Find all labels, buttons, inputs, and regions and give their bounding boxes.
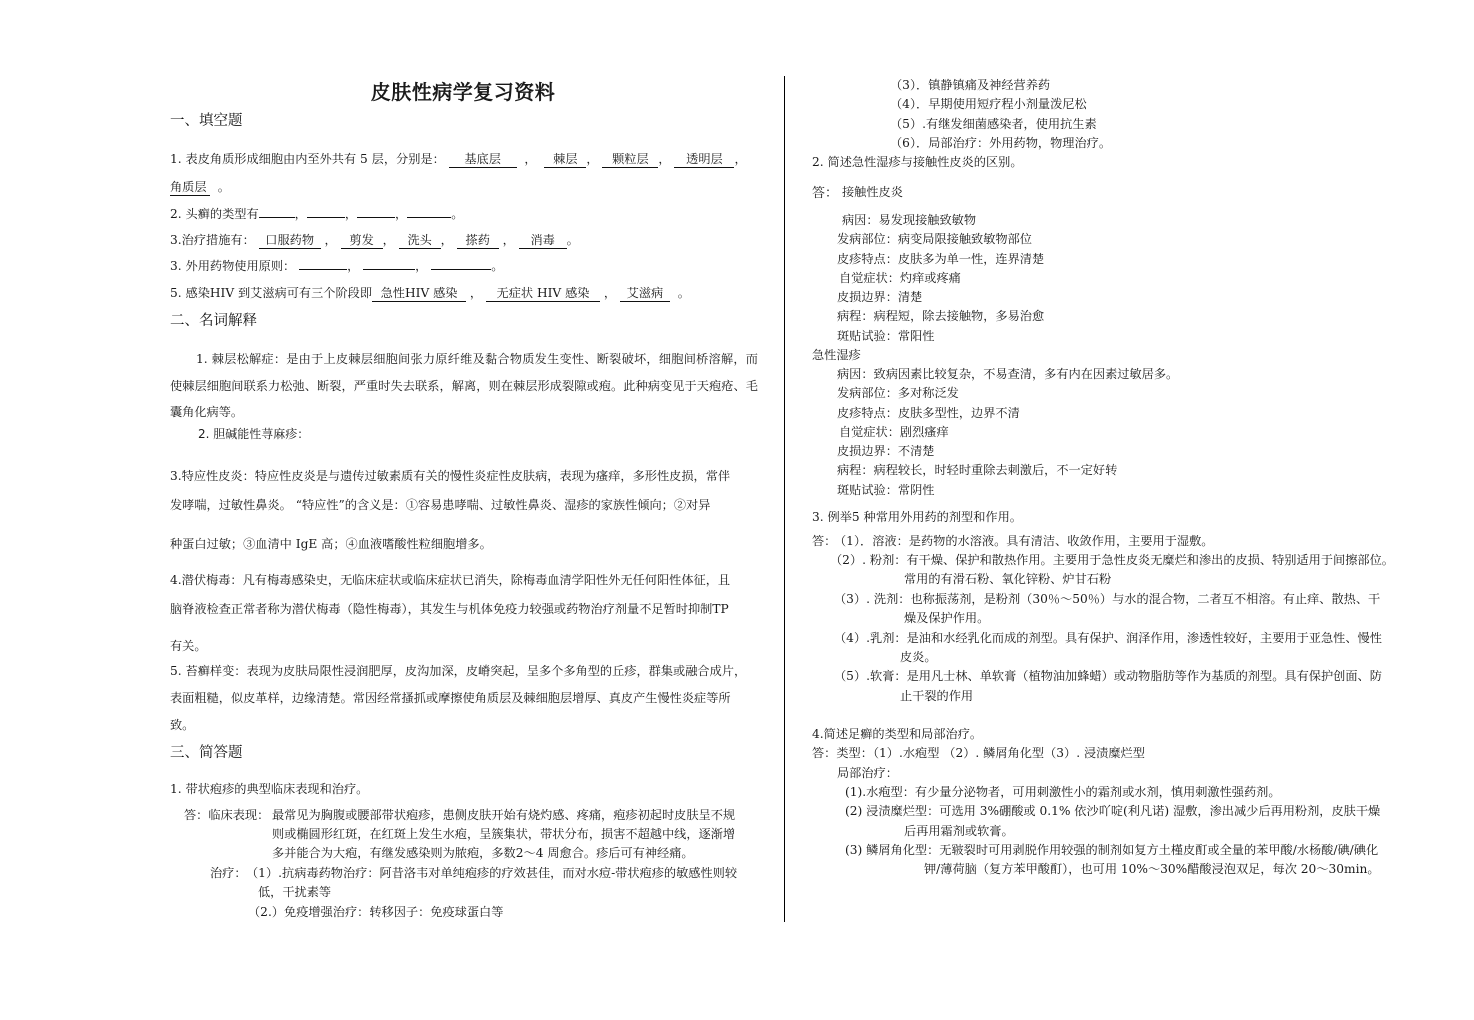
- eczema-row: 皮损边界：不清楚: [837, 444, 935, 458]
- short-answer-q4-question: 4.简述足癣的类型和局部治疗。: [812, 727, 983, 741]
- answer-blank: [259, 217, 295, 218]
- answer-blank: 棘层: [544, 152, 586, 168]
- term-definition-3-line2: 发哮喘，过敏性鼻炎。 “特应性”的含义是：①容易患哮喘、过敏性鼻炎、湿疹的家族性倾向；②对异: [170, 498, 711, 512]
- term-definition-1: 1. 棘层松解症：是由于上皮棘层细胞间张力原纤维及黏合物质发生变性、断裂破坏，细胞间桥溶解，而使棘层细胞间联系力松弛、断裂，严重时失去联系，解离，则在棘层形成裂隙或疱。此种病变见于天疱疮、毛囊角化病等。: [170, 352, 758, 419]
- answer-blank: [307, 217, 345, 218]
- section-heading-short-answer: 三、简答题: [170, 745, 243, 761]
- dosage-form-2-line2: 常用的有滑石粉、氧化锌粉、炉甘石粉: [904, 572, 1112, 586]
- answer-blank: 基底层: [449, 152, 517, 168]
- treatment-3: （3）．镇静镇痛及神经营养药: [890, 78, 1051, 92]
- answer-blank: [407, 217, 451, 218]
- answer-blank: 颗粒层: [602, 152, 658, 168]
- eczema-row: 病因：致病因素比较复杂，不易查清，多有内在因素过敏居多。: [837, 367, 1179, 381]
- eczema-row: 病程：病程较长，时轻时重除去刺激后，不一定好转: [837, 463, 1118, 477]
- tinea-treatment-2-line2: 后再用霜剂或软膏。: [904, 824, 1014, 838]
- tinea-pedis-types: 答：类型：（1）.水疱型 （2）. 鳞屑角化型（3）. 浸渍糜烂型: [812, 746, 1145, 760]
- term-definition-4-line2: 脑脊液检查正常者称为潜伏梅毒（隐性梅毒），其发生与机体免疫力较强或药物治疗剂量不足暂时抑制TP: [170, 602, 729, 616]
- contact-row: 皮损边界：清楚: [837, 290, 923, 304]
- contact-dermatitis-heading: 接触性皮炎: [842, 185, 903, 199]
- short-answer-q1-question: 1. 带状疱疹的典型临床表现和治疗。: [170, 782, 369, 796]
- left-column: [170, 74, 760, 919]
- answer-blank: [357, 217, 395, 218]
- tinea-treatment-3-line1: (3) 鳞屑角化型：无皲裂时可用剥脱作用较强的制剂如复方土槿皮酊或全量的苯甲酸/水杨酸/碘/碘化: [845, 843, 1379, 857]
- fill-in-q3: 3.治疗措施有： 口服药物 ， 剪发 ， 洗头 ， 搽药 ， 消毒 。: [170, 233, 579, 247]
- answer-blank: [363, 269, 415, 270]
- term-definition-5-line2: 表面粗糙，似皮革样，边缘清楚。常因经常搔抓或摩擦使角质层及棘细胞层增厚、真皮产生慢性炎症等所: [170, 691, 731, 705]
- fill-in-q1: 1. 表皮角质形成细胞由内至外共有 5 层，分别是： 基底层 ， 棘层 ， 颗粒层 ， 透明层 ，: [170, 152, 747, 166]
- dosage-form-3-line1: （3）. 洗剂：也称振荡剂，是粉剂（30％～50％）与水的混合物，二者互不相溶。有止痒、散热、干: [834, 592, 1381, 606]
- answer-blank: 无症状 HIV 感染: [486, 286, 600, 302]
- treatment-4: （4）．早期使用短疗程小剂量泼尼松: [890, 97, 1087, 111]
- eczema-row: 发病部位：多对称泛发: [837, 386, 959, 400]
- answer-blank: 艾滋病: [620, 286, 670, 302]
- contact-row: 自觉症状：灼痒或疼痛: [839, 271, 961, 285]
- clinical-line-3: 多并能合为大疱，有继发感染则为脓疱，多数2～4 周愈合。疹后可有神经痛。: [272, 846, 694, 860]
- clinical-line-2: 则或椭圆形红斑，在红斑上发生水疱，呈簇集状，带状分布，损害不超越中线，逐渐增: [272, 827, 736, 841]
- answer-label: 答：: [812, 186, 839, 201]
- answer-label: 答：: [812, 534, 837, 548]
- answer-blank: 急性HIV 感染: [372, 286, 466, 302]
- contact-row: 斑贴试验：常阳性: [837, 329, 935, 343]
- dosage-form-3-line2: 燥及保护作用。: [904, 611, 990, 625]
- tinea-treatment-3-line2: 钾/薄荷脑（复方苯甲酸酊），也可用 10%～30%醋酸浸泡双足，每次 20～30min。: [924, 862, 1380, 876]
- short-answer-q3-question: 3. 例举5 种常用外用药的剂型和作用。: [812, 510, 1022, 524]
- eczema-row: 斑贴试验：常阴性: [837, 483, 935, 497]
- answer-blank: 消毒: [519, 233, 567, 249]
- dosage-form-4-line2: 皮炎。: [900, 650, 937, 664]
- tinea-treatment-2-line1: (2) 浸渍糜烂型：可选用 3%硼酸或 0.1% 依沙吖啶(利凡诺) 湿敷，渗出减少后再用粉剂，皮肤干燥: [845, 804, 1381, 818]
- treatment-5: （5）.有继发细菌感染者，使用抗生素: [890, 117, 1097, 131]
- answer-blank: 透明层: [674, 152, 734, 168]
- treatment-1-line2: 低，干扰素等: [258, 885, 332, 899]
- term-definition-5-line3: 致。: [170, 718, 195, 732]
- term-definition-3-line1: 3.特应性皮炎：特应性皮炎是与遗传过敏素质有关的慢性炎症性皮肤病，表现为瘙痒，多形性皮损，常伴: [170, 469, 731, 483]
- answer-blank: [431, 269, 491, 270]
- tinea-treatment-1: (1).水疱型：有少量分泌物者，可用刺激性小的霜剂或水剂，慎用刺激性强药剂。: [845, 785, 1281, 799]
- term-definition-5-line1: 5. 苔癣样变：表现为皮肤局限性浸润肥厚，皮沟加深，皮嵴突起，呈多个多角型的丘疹，群集或融合成片，: [170, 664, 747, 678]
- dosage-form-5-line1: （5）.软膏：是用凡士林、单软膏（植物油加蜂蜡）或动物脂肪等作为基质的剂型。具有保护创面、防: [834, 669, 1382, 683]
- answer-label: 答：临床表现：: [184, 808, 270, 822]
- answer-blank: 搽药: [457, 233, 499, 249]
- question-text: 2. 头癣的类型有: [170, 207, 259, 221]
- contact-row: 病程：病程短，除去接触物，多易治愈: [837, 309, 1045, 323]
- term-definition-2: 2. 胆碱能性荨麻疹：: [198, 427, 310, 441]
- term-definition-3-line3: 种蛋白过敏；③血清中 IgE 高；④血液嗜酸性粒细胞增多。: [170, 537, 492, 551]
- answer-blank: [299, 269, 347, 270]
- treatment-1-line1: （1）.抗病毒药物治疗：阿昔洛韦对单纯疱疹的疗效甚佳，而对水痘-带状疱疹的敏感性则较: [246, 866, 738, 880]
- fill-in-q5: 5. 感染HIV 到艾滋病可有三个阶段即 急性HIV 感染 ， 无症状 HIV 感染 ， 艾滋病 。: [170, 286, 690, 300]
- treatment-label: 治疗：: [210, 866, 247, 880]
- eczema-row: 自觉症状：剧烈瘙痒: [839, 425, 949, 439]
- question-text: 5. 感染HIV 到艾滋病可有三个阶段即: [170, 286, 373, 300]
- section-heading-terms: 二、名词解释: [170, 313, 257, 329]
- term-definition-4-line1: 4.潜伏梅毒：凡有梅毒感染史，无临床症状或临床症状已消失，除梅毒血清学阳性外无任何阳性体征，且: [170, 573, 731, 587]
- question-text: 3.治疗措施有：: [170, 233, 255, 247]
- eczema-row: 皮疹特点：皮肤多型性，边界不清: [837, 406, 1020, 420]
- dosage-form-1: （1）．溶液：是药物的水溶液。具有清洁、收敛作用，主要用于湿敷。: [834, 534, 1214, 548]
- dosage-form-4-line1: （4）.乳剂：是油和水经乳化而成的剂型。具有保护、润泽作用，渗透性较好，主要用于亚急性、慢性: [834, 631, 1382, 645]
- answer-blank: 洗头: [399, 233, 441, 249]
- contact-row: 皮疹特点：皮肤多为单一性，连界清楚: [837, 252, 1045, 266]
- treatment-6: （6）．局部治疗：外用药物，物理治疗。: [890, 136, 1112, 150]
- answer-blank: 剪发: [341, 233, 383, 249]
- short-answer-q2-question: 2. 简述急性湿疹与接触性皮炎的区别。: [812, 155, 1023, 169]
- treatment-2: （2.）免疫增强治疗：转移因子：免疫球蛋白等: [248, 905, 504, 919]
- contact-row: 病因：易发现接触致敏物: [842, 213, 977, 227]
- document-title: 皮肤性病学复习资料: [370, 80, 556, 104]
- fill-in-q2: 2. 头癣的类型有 ， ， ， 。: [170, 207, 464, 221]
- dosage-form-5-line2: 止干裂的作用: [900, 689, 974, 703]
- contact-row: 发病部位：病变局限接触致敏物部位: [837, 232, 1032, 246]
- section-heading-fill-in: 一、填空题: [170, 113, 243, 129]
- question-text: 3. 外用药物使用原则：: [170, 259, 296, 273]
- term-definition-4-line3: 有关。: [170, 639, 207, 653]
- fill-in-q4: 3. 外用药物使用原则： ， ， 。: [170, 259, 504, 273]
- dosage-form-2-line1: （2）. 粉剂：有干燥、保护和散热作用。主要用于急性皮炎无糜烂和渗出的皮损、特别适用于间擦部位。: [830, 553, 1394, 567]
- answer-blank: 角质层: [170, 180, 210, 196]
- local-treatment-label: 局部治疗：: [837, 766, 898, 780]
- column-divider: [784, 76, 785, 922]
- clinical-line-1: 最常见为胸腹或腰部带状疱疹，患侧皮肤开始有烧灼感、疼痛，疱疹初起时皮肤呈不规: [272, 808, 736, 822]
- eczema-heading: 急性湿疹: [812, 348, 861, 362]
- answer-blank: 口服药物: [259, 233, 321, 249]
- question-text: 1. 表皮角质形成细胞由内至外共有 5 层，分别是：: [170, 152, 445, 166]
- fill-in-q1-cont: 角质层 。: [170, 180, 230, 194]
